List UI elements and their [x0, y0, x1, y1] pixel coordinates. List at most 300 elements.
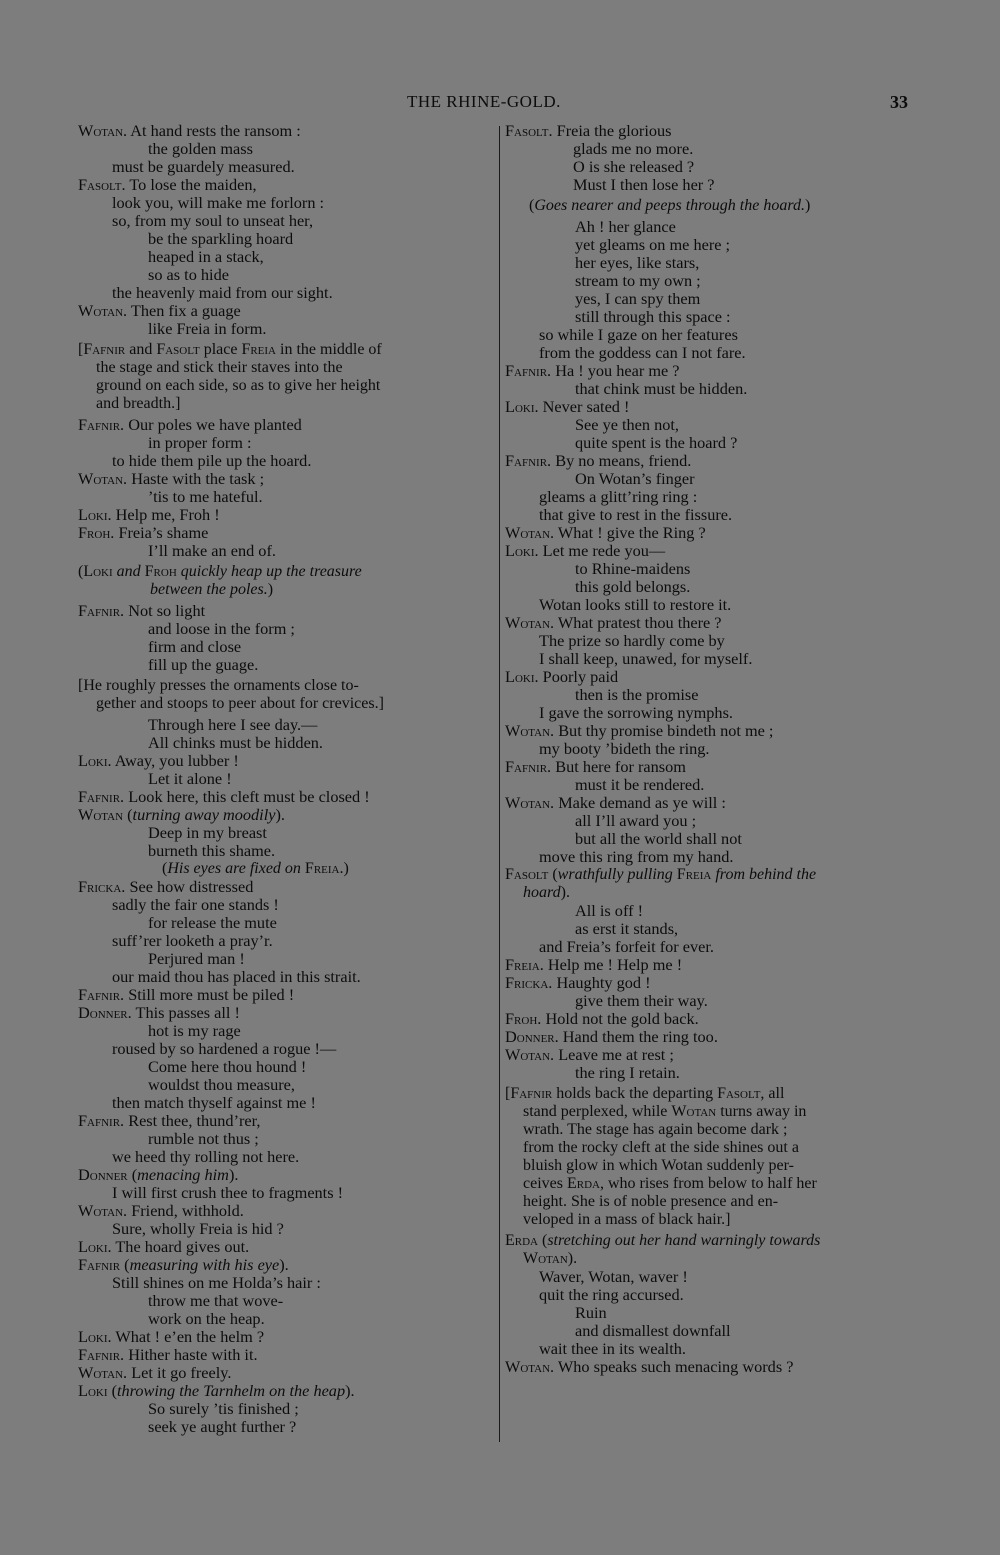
speaker-name: Loki. [78, 505, 112, 524]
stage-direction-text: place [199, 341, 242, 358]
verse-line [78, 320, 496, 338]
verse-line [505, 1286, 920, 1304]
verse-line [78, 1076, 496, 1094]
verse-text: quite spent is the hoard ? [575, 433, 738, 452]
verse-line [78, 1058, 496, 1076]
dialogue-line [78, 1346, 496, 1364]
speaker-name: Wotan. [505, 613, 555, 632]
verse-line [78, 488, 496, 506]
verse-text: roused by so hardened a rogue !— [112, 1039, 337, 1058]
verse-text: All chinks must be hidden. [148, 733, 324, 752]
verse-line [505, 560, 920, 578]
verse-text: Let it go freely. [131, 1363, 232, 1382]
stage-direction-text: ( [162, 860, 168, 877]
verse-line [78, 842, 496, 860]
stage-direction-text: ) [804, 197, 811, 214]
verse-line [78, 284, 496, 302]
stage-direction-text: ceives [523, 1175, 567, 1192]
verse-text: ’tis to me hateful. [148, 487, 263, 506]
speaker-name: Froh. [505, 1009, 542, 1028]
verse-line [505, 992, 920, 1010]
stage-direction-text: from the rocky cleft at the side shines out a [523, 1139, 799, 1156]
verse-text: give them their way. [575, 991, 708, 1010]
dialogue-line [505, 362, 920, 380]
speaker-direction: measuring with his eye [129, 1255, 280, 1274]
verse-line [78, 824, 496, 842]
stage-direction-text: ( [529, 197, 535, 214]
verse-text: hot is my rage [148, 1021, 241, 1040]
verse-text: look you, will make me forlorn : [112, 193, 325, 212]
stage-direction-text: Fasolt [505, 866, 549, 883]
verse-line [505, 848, 920, 866]
verse-line [78, 1022, 496, 1040]
stage-direction-line [505, 866, 920, 884]
speaker-name: Fricka. [505, 973, 553, 992]
stage-direction-text: the stage and stick their staves into the [96, 359, 343, 376]
verse-text: must it be rendered. [575, 775, 705, 794]
stage-direction-line [505, 884, 920, 902]
speaker-name: Wotan. [505, 793, 555, 812]
speaker-name: Wotan. [78, 121, 128, 140]
dialogue-line [505, 974, 920, 992]
stage-direction-text: and [112, 563, 145, 580]
speaker-name: Fafnir. [78, 985, 125, 1004]
verse-text: Look here, this cleft must be closed ! [128, 787, 370, 806]
verse-line [505, 272, 920, 290]
verse-line [78, 932, 496, 950]
verse-text: so while I gaze on her features [539, 325, 738, 344]
verse-line [78, 770, 496, 788]
dialogue-line [78, 1238, 496, 1256]
stage-direction-text: ( [78, 563, 84, 580]
verse-text: Rest thee, thund’rer, [128, 1111, 261, 1130]
verse-line [505, 740, 920, 758]
verse-text: in proper form : [148, 433, 252, 452]
dialogue-line [78, 506, 496, 524]
stage-direction-text: bluish glow in which Wotan suddenly per- [523, 1157, 794, 1174]
speaker-name: Loki. [78, 1327, 112, 1346]
stage-direction-line [505, 1103, 920, 1121]
stage-direction-text: Fasolt, [717, 1085, 765, 1102]
verse-text: Still more must be piled ! [128, 985, 295, 1004]
verse-text: stream to my own ; [575, 271, 701, 290]
verse-text: as erst it stands, [575, 919, 679, 938]
stage-direction-text: ). [567, 1250, 578, 1267]
verse-text: Who speaks such menacing words ? [557, 1357, 794, 1376]
stage-direction-line [78, 563, 496, 581]
verse-text: What pratest thou there ? [557, 613, 722, 632]
verse-text: Hand them the ring too. [562, 1027, 718, 1046]
stage-direction-text: all [764, 1085, 785, 1102]
stage-direction-text: Erda, [566, 1175, 604, 1192]
stage-direction-text: hoard [523, 884, 561, 901]
verse-text: Perjured man ! [148, 949, 245, 968]
verse-text: Ruin [575, 1303, 607, 1322]
verse-text: All is off ! [575, 901, 643, 920]
stage-direction-text: [He roughly presses the ornaments close to- [78, 677, 359, 694]
stage-direction-line [505, 1211, 920, 1229]
verse-line [505, 632, 920, 650]
speaker-name: Wotan. [505, 1357, 555, 1376]
verse-text: Wotan looks still to restore it. [539, 595, 732, 614]
verse-text: seek ye aught further ? [148, 1417, 297, 1436]
stage-direction-text: His eyes are fixed on [167, 860, 305, 877]
verse-text: So surely ’tis finished ; [148, 1399, 299, 1418]
stage-direction-text: Goes nearer and peeps through the hoard. [534, 197, 805, 214]
dialogue-line [78, 302, 496, 320]
verse-line [505, 326, 920, 344]
speaker-name: Wotan. [78, 469, 128, 488]
verse-line [78, 638, 496, 656]
verse-line [505, 1064, 920, 1082]
speaker-name: Fafnir. [78, 1345, 125, 1364]
verse-line [78, 1148, 496, 1166]
verse-line [78, 896, 496, 914]
stage-direction-line [505, 1085, 920, 1103]
verse-text: See ye then not, [575, 415, 679, 434]
verse-text: Help me ! Help me ! [547, 955, 683, 974]
dialogue-line [78, 878, 496, 896]
verse-text: To lose the maiden, [129, 175, 257, 194]
verse-text: move this ring from my hand. [539, 847, 734, 866]
dialogue-line [78, 986, 496, 1004]
right-column [505, 122, 920, 1376]
stage-direction-text: ). [560, 884, 570, 901]
speaker-direction: turning away moodily [132, 805, 276, 824]
stage-direction-text: and breadth.] [96, 395, 181, 412]
verse-line [505, 158, 920, 176]
verse-text: but all the world shall not [575, 829, 742, 848]
speaker-name: Loki. [78, 751, 112, 770]
verse-text: wouldst thou measure, [148, 1075, 295, 1094]
verse-text: I will first crush thee to fragments ! [112, 1183, 344, 1202]
stage-direction-text: from behind the [711, 866, 817, 883]
verse-line [505, 344, 920, 362]
verse-text: I shall keep, unawed, for myself. [539, 649, 753, 668]
verse-line [78, 212, 496, 230]
dialogue-line [78, 176, 496, 194]
verse-line [505, 596, 920, 614]
verse-line [505, 416, 920, 434]
verse-text: and Freia’s forfeit for ever. [539, 937, 714, 956]
verse-text: But thy promise bindeth not me ; [558, 721, 774, 740]
verse-text: must be guardely measured. [112, 157, 295, 176]
stage-direction-text: quickly heap up the treasure [176, 563, 362, 580]
stage-direction-line [78, 395, 496, 413]
dialogue-line [505, 1358, 920, 1376]
verse-text: that give to rest in the fissure. [539, 505, 733, 524]
stage-direction-line [505, 1139, 920, 1157]
verse-text: Through here I see day.— [148, 715, 318, 734]
verse-line [505, 776, 920, 794]
stage-direction-line [505, 197, 920, 215]
speaker-name: Fafnir. [78, 787, 125, 806]
verse-line [505, 1268, 920, 1286]
stage-direction-text: holds back the departing [552, 1085, 718, 1102]
verse-line [78, 1094, 496, 1112]
stage-direction-text: [ [78, 341, 84, 358]
verse-text: But here for ransom [555, 757, 686, 776]
verse-text: that chink must be hidden. [575, 379, 748, 398]
verse-line [505, 938, 920, 956]
dialogue-line [505, 794, 920, 812]
page-header [0, 92, 1000, 116]
verse-text: the ring I retain. [575, 1063, 680, 1082]
verse-text: What ! e’en the helm ? [115, 1327, 265, 1346]
stage-direction-line [505, 1193, 920, 1211]
verse-line [505, 1304, 920, 1322]
dialogue-line: Fafnir (measuring with his eye). [78, 1255, 289, 1274]
verse-line [78, 968, 496, 986]
verse-text: Leave me at rest ; [558, 1045, 674, 1064]
dialogue-line: Donner (menacing him). [78, 1165, 239, 1184]
verse-text: be the sparkling hoard [148, 229, 294, 248]
speaker-name: Wotan. [505, 1045, 555, 1064]
speaker-direction: throwing the Tarnhelm on the heap [117, 1381, 346, 1400]
verse-text: from the goddess can I not fare. [539, 343, 746, 362]
verse-text: still through this space : [575, 307, 731, 326]
stage-direction-text: ) [343, 860, 349, 877]
stage-direction-text: Wotan [671, 1103, 717, 1120]
verse-line [78, 1274, 496, 1292]
stage-direction-text: Fafnir [83, 341, 126, 358]
verse-text: gleams a glitt’ring ring : [539, 487, 698, 506]
stage-direction-text: ( [548, 866, 558, 883]
verse-line [78, 950, 496, 968]
dialogue-line [505, 758, 920, 776]
verse-text: Waver, Wotan, waver ! [539, 1267, 688, 1286]
verse-line [78, 140, 496, 158]
speaker-name: Fasolt. [505, 121, 553, 140]
dialogue-line [505, 398, 920, 416]
stage-direction-text: [ [505, 1085, 511, 1102]
stage-direction-text: turns away in [716, 1103, 807, 1120]
speaker-name: Wotan. [505, 721, 555, 740]
verse-line [78, 248, 496, 266]
verse-text: Make demand as ye will : [558, 793, 726, 812]
stage-direction-text: Freia [241, 341, 276, 358]
speaker-name: Loki. [78, 1237, 112, 1256]
verse-line [505, 704, 920, 722]
verse-text: wait thee in its wealth. [539, 1339, 686, 1358]
verse-text: rumble not thus ; [148, 1129, 259, 1148]
verse-line [78, 194, 496, 212]
stage-direction-text: height. She is of noble presence and en- [523, 1193, 779, 1210]
verse-text: so, from my soul to unseat her, [112, 211, 314, 230]
speaker-name: Fasolt. [78, 175, 126, 194]
stage-direction-text: stand perplexed, while [523, 1103, 672, 1120]
speaker-name: Fafnir. [505, 361, 552, 380]
verse-line [505, 488, 920, 506]
stage-direction-text: who rises from below to half her [603, 1175, 817, 1192]
verse-text: I gave the sorrowing nymphs. [539, 703, 733, 722]
verse-line [78, 914, 496, 932]
verse-line [78, 1400, 496, 1418]
stage-direction-line [505, 1250, 920, 1268]
dialogue-line [505, 1010, 920, 1028]
verse-text: we heed thy rolling not here. [112, 1147, 300, 1166]
verse-text: to Rhine-maidens [575, 559, 691, 578]
verse-text: like Freia in form. [148, 319, 267, 338]
speaker-name: Donner. [505, 1027, 559, 1046]
speaker-name: Fricka. [78, 877, 126, 896]
verse-text: Deep in my breast [148, 823, 267, 842]
verse-line [78, 1292, 496, 1310]
verse-text: sadly the fair one stands ! [112, 895, 279, 914]
stage-direction-line [78, 377, 496, 395]
verse-line [505, 470, 920, 488]
verse-line [78, 1130, 496, 1148]
verse-text: this gold belongs. [575, 577, 691, 596]
verse-text: then is the promise [575, 685, 699, 704]
verse-text: I’ll make an end of. [148, 541, 276, 560]
stage-direction-text: Fafnir [510, 1085, 553, 1102]
dialogue-line: Wotan (turning away moodily). [78, 805, 285, 824]
speaker-direction: menacing him [137, 1165, 229, 1184]
dialogue-line [78, 1202, 496, 1220]
verse-line [505, 176, 920, 194]
verse-text: Hold not the gold back. [545, 1009, 699, 1028]
verse-line [78, 266, 496, 284]
stage-direction-text: Loki [83, 563, 113, 580]
verse-line [505, 236, 920, 254]
speaker-name: Fafnir. [505, 757, 552, 776]
stage-direction-text: between the poles. [150, 581, 268, 598]
stage-direction-line [505, 1157, 920, 1175]
page-number: 33 [890, 92, 908, 112]
speaker-name: Wotan. [78, 1363, 128, 1382]
stage-direction-text: ( [538, 1232, 548, 1249]
dialogue-line [505, 668, 920, 686]
stage-direction-text: Erda [505, 1232, 538, 1249]
verse-text: Freia the glorious [556, 121, 672, 140]
verse-line [78, 1418, 496, 1436]
stage-direction-line [505, 1232, 920, 1250]
verse-text: and loose in the form ; [148, 619, 295, 638]
dialogue-line [505, 452, 920, 470]
stage-direction-text: ) [267, 581, 274, 598]
stage-direction-text: in the middle of [276, 341, 382, 358]
verse-line [78, 656, 496, 674]
stage-direction-line [78, 359, 496, 377]
verse-text: throw me that wove- [148, 1291, 284, 1310]
verse-text: quit the ring accursed. [539, 1285, 684, 1304]
verse-text: Friend, withhold. [131, 1201, 244, 1220]
stage-direction-text: Fasolt [156, 341, 200, 358]
dialogue-line [505, 956, 920, 974]
verse-text: glads me no more. [573, 139, 694, 158]
verse-text: At hand rests the ransom : [130, 121, 301, 140]
verse-text: burneth this shame. [148, 841, 276, 860]
speaker-name: Loki. [505, 541, 539, 560]
stage-direction-text: Freia [676, 866, 712, 883]
dialogue-line [78, 416, 496, 434]
verse-text: Ha ! you hear me ? [555, 361, 680, 380]
speaker-name: Froh. [78, 523, 115, 542]
column-divider [499, 126, 500, 1442]
verse-text: Hither haste with it. [128, 1345, 258, 1364]
dialogue-line [505, 722, 920, 740]
verse-line [78, 158, 496, 176]
left-column [78, 122, 496, 1436]
verse-text: Haughty god ! [556, 973, 651, 992]
verse-text: to hide them pile up the hoard. [112, 451, 312, 470]
stage-direction-text: and [125, 341, 157, 358]
verse-line [78, 716, 496, 734]
verse-text: heaped in a stack, [148, 247, 264, 266]
dialogue-line [78, 1112, 496, 1130]
verse-text: Our poles we have planted [128, 415, 302, 434]
speaker-name: Wotan. [78, 1201, 128, 1220]
stage-direction-line [505, 1121, 920, 1139]
stage-direction-text: Wotan [523, 1250, 568, 1267]
running-title: THE RHINE-GOLD. [407, 92, 561, 111]
verse-text: Still shines on me Holda’s hair : [112, 1273, 321, 1292]
dialogue-line [78, 602, 496, 620]
dialogue-line: Loki (throwing the Tarnhelm on the heap). [78, 1381, 355, 1400]
verse-line [78, 1184, 496, 1202]
verse-line [505, 902, 920, 920]
stage-direction-text: wrath. The stage has again become dark ; [523, 1121, 788, 1138]
verse-text: The hoard gives out. [115, 1237, 250, 1256]
dialogue-line [505, 524, 920, 542]
verse-text: all I’ll award you ; [575, 811, 697, 830]
speaker-name: Donner. [78, 1003, 132, 1022]
verse-text: Then fix a guage [130, 301, 241, 320]
stage-direction-text: veloped in a mass of black hair.] [523, 1211, 731, 1228]
stage-direction-line [78, 677, 496, 695]
stage-direction-text: wrathfully pulling [557, 866, 677, 883]
speaker-name: Wotan. [78, 301, 128, 320]
verse-text: then match thyself against me ! [112, 1093, 316, 1112]
verse-line [505, 308, 920, 326]
stage-direction-text: Freia. [304, 860, 344, 877]
verse-line [505, 1322, 920, 1340]
speaker-name: Loki. [505, 667, 539, 686]
verse-text: Ah ! her glance [575, 217, 676, 236]
verse-text: Help me, Froh ! [115, 505, 220, 524]
speaker-name: Fafnir. [78, 601, 125, 620]
verse-line [505, 380, 920, 398]
verse-line [505, 812, 920, 830]
verse-line [78, 620, 496, 638]
speaker-name: Fafnir. [505, 451, 552, 470]
dialogue-line [78, 1004, 496, 1022]
verse-text: Poorly paid [542, 667, 619, 686]
dialogue-line [78, 1364, 496, 1382]
verse-text: so as to hide [148, 265, 229, 284]
speaker-name: Wotan [78, 805, 124, 824]
stage-direction-line [78, 341, 496, 359]
speaker-name: Fafnir [78, 1255, 121, 1274]
verse-line [505, 506, 920, 524]
verse-line [78, 230, 496, 248]
verse-text: Sure, wholly Freia is hid ? [112, 1219, 284, 1238]
stage-direction-text: ground on each side, so as to give her height [96, 377, 381, 394]
verse-text: Haste with the task ; [131, 469, 265, 488]
stage-direction-text: gether and stoops to peer about for crevices.] [96, 695, 384, 712]
speaker-name: Loki [78, 1381, 108, 1400]
stage-direction-line [78, 860, 496, 878]
verse-text: our maid thou has placed in this strait. [112, 967, 361, 986]
verse-text: Come here thou hound ! [148, 1057, 307, 1076]
stage-direction-text: Froh [144, 563, 177, 580]
verse-text: fill up the guage. [148, 655, 259, 674]
verse-line [78, 1220, 496, 1238]
verse-text: my booty ’bideth the ring. [539, 739, 710, 758]
dialogue-line [505, 614, 920, 632]
verse-line [78, 452, 496, 470]
